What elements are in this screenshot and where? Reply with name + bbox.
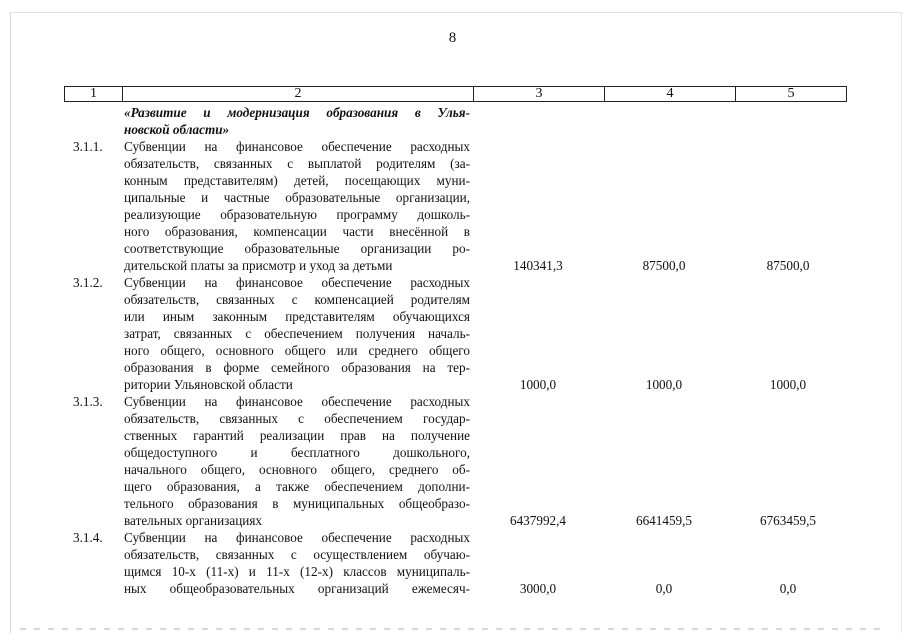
row-text-line: ного общего, основного общего или среднего общего xyxy=(124,343,470,358)
row-text-line: Субвенции на финансовое обеспечение расходных xyxy=(124,139,470,154)
row-value-col-3: 3000,0 xyxy=(519,581,557,596)
row-text-line: ных общеобразовательных организаций ежемесяч- xyxy=(124,581,470,596)
header-col-3: 3 xyxy=(474,87,605,102)
header-col-2: 2 xyxy=(123,87,474,102)
row-text-line: общедоступного и бесплатного дошкольного, xyxy=(124,445,470,460)
row-text-line: Субвенции на финансовое обеспечение расходных xyxy=(124,530,470,545)
row-text-line: обязательств, связанных с обеспечением государ- xyxy=(124,411,470,426)
row-text-line: обязательств, связанных с компенсацией родителям xyxy=(124,292,470,307)
row-text-line: обязательств, связанных с выплатой родителям (за- xyxy=(124,156,470,171)
header-col-1: 1 xyxy=(65,87,123,102)
row-text-line: ритории Ульяновской области xyxy=(124,377,293,392)
row-text-line: дительской платы за присмотр и уход за детьми xyxy=(124,258,393,273)
row-value-col-3: 1000,0 xyxy=(519,377,557,392)
row-text-line: конным представителям) детей, посещающих муни- xyxy=(124,173,470,188)
row-value-col-5: 6763459,5 xyxy=(759,513,817,528)
row-text-line: тельного образования в муниципальных общеобразо- xyxy=(124,496,470,511)
page-number: 8 xyxy=(448,30,457,46)
row-text-line: вательных организациях xyxy=(124,513,262,528)
row-value-col-4: 87500,0 xyxy=(642,258,686,273)
row-text-line: начального общего, основного общего, среднего об- xyxy=(124,462,470,477)
row-text-line: щимся 10-х (11-х) и 11-х (12-х) классов муниципаль- xyxy=(124,564,470,579)
scan-artifact-line xyxy=(20,628,885,630)
row-text-line: затрат, связанных с обеспечением получения началь- xyxy=(124,326,470,341)
program-title-line-2: новской области» xyxy=(124,122,230,137)
row-value-col-4: 0,0 xyxy=(655,581,673,596)
row-value-col-3: 6437992,4 xyxy=(509,513,567,528)
row-text-line: или иным законным представителям обучающихся xyxy=(124,309,470,324)
row-number: 3.1.1. xyxy=(73,139,103,154)
row-text-line: ного образования, компенсации части внесённой в xyxy=(124,224,470,239)
header-col-5: 5 xyxy=(736,87,847,102)
row-number: 3.1.3. xyxy=(73,394,103,409)
row-text-line: Субвенции на финансовое обеспечение расходных xyxy=(124,394,470,409)
row-text-line: соответствующие образовательные организации ро- xyxy=(124,241,470,256)
row-text-line: образования в форме семейного образования на тер- xyxy=(124,360,470,375)
row-text-line: реализующие образовательную программу дошколь- xyxy=(124,207,470,222)
program-title-line-1: «Развитие и модернизация образования в Улья- xyxy=(124,105,470,120)
header-col-4: 4 xyxy=(605,87,736,102)
row-value-col-5: 0,0 xyxy=(779,581,797,596)
row-text-line: Субвенции на финансовое обеспечение расходных xyxy=(124,275,470,290)
row-number: 3.1.4. xyxy=(73,530,103,545)
row-value-col-5: 87500,0 xyxy=(766,258,810,273)
row-value-col-4: 1000,0 xyxy=(645,377,683,392)
row-value-col-3: 140341,3 xyxy=(513,258,563,273)
row-value-col-4: 6641459,5 xyxy=(635,513,693,528)
row-text-line: ственных гарантий реализации прав на получение xyxy=(124,428,470,443)
row-text-line: щего образования, а также обеспечением дополни- xyxy=(124,479,470,494)
row-text-line: ципальные и частные образовательные организации, xyxy=(124,190,470,205)
row-value-col-5: 1000,0 xyxy=(769,377,807,392)
row-number: 3.1.2. xyxy=(73,275,103,290)
row-text-line: обязательств, связанных с осуществлением обучаю- xyxy=(124,547,470,562)
